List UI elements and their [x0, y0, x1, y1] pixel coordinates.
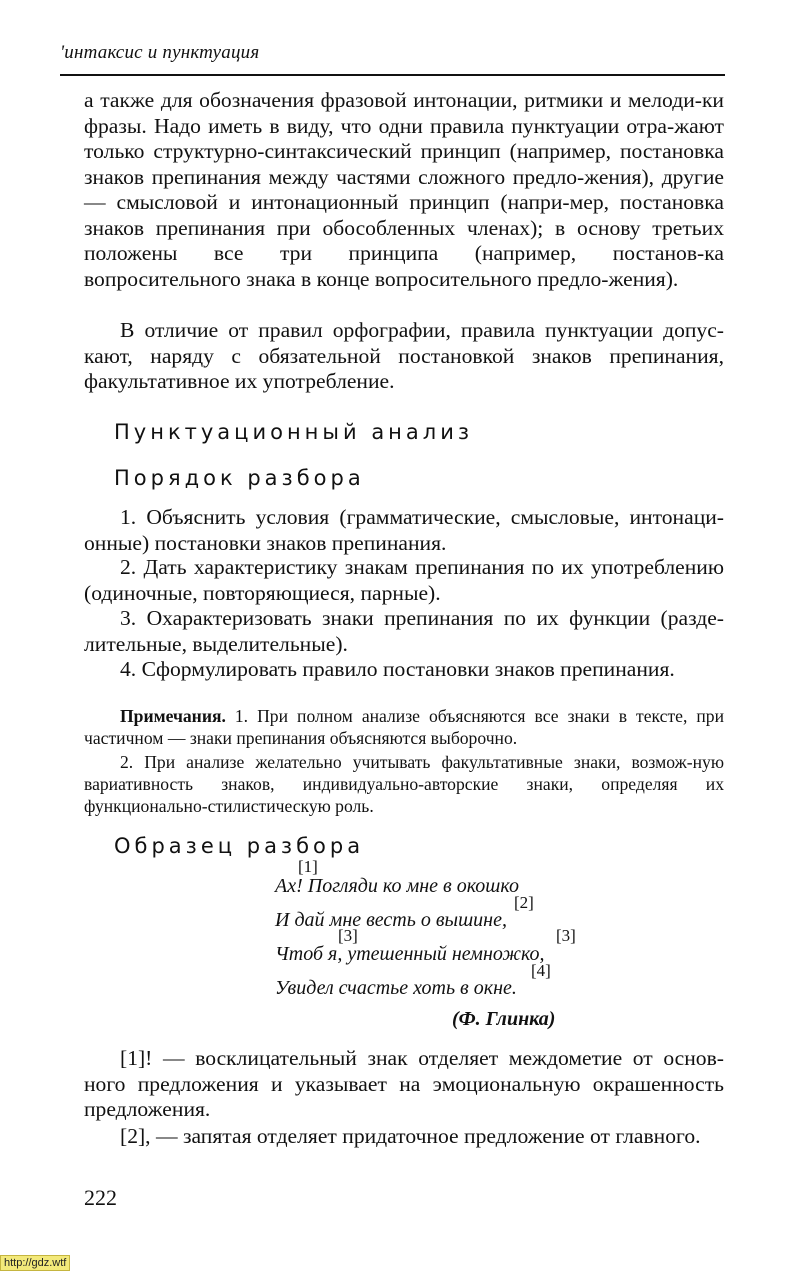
heading-analysis: Пунктуационный анализ	[114, 420, 474, 444]
running-header: 'интаксис и пунктуация	[60, 42, 260, 63]
mark-3a: [3]	[338, 926, 358, 945]
notes-text-1: 1. При полном анализе объясняются все знаки в тексте, при частичном — знаки препинания объясняются выборочно.	[84, 706, 724, 748]
step-1: 1. Объяснить условия (грамматические, смысловые, интонаци-онные) постановки знаков препинания.	[84, 505, 724, 555]
step-3: 3. Охарактеризовать знаки препинания по их функции (разде-лительные, выделительные).	[84, 606, 724, 656]
notes-label: Примечания.	[120, 706, 226, 726]
mark-3b: [3]	[556, 926, 576, 945]
mark-2: [2]	[514, 893, 534, 912]
explanation-2: [2], — запятая отделяет придаточное предложение от главного.	[120, 1124, 701, 1148]
header-rule	[60, 74, 725, 76]
explanation-1: [1]! — восклицательный знак отделяет междометие от основ-ного предложения и указывает на эмоциональную окрашенность предложения.	[84, 1046, 724, 1121]
step-4: 4. Сформулировать правило постановки знаков препинания.	[120, 657, 675, 681]
paragraph-2: В отличие от правил орфографии, правила пунктуации допус-кают, наряду с обязательной постановкой знаков препинания, факультативное их употребление.	[84, 318, 724, 393]
paragraph-1: а также для обозначения фразовой интонации, ритмики и мелоди-ки фразы. Надо иметь в виду, что одни правила пунктуации отра-жают только структурно-синтаксический принцип (например, постановка знаков препинания между частями сложного предло-жения), другие — смысловой и интонационный принцип (напри-мер, постановка знаков препинания при обособленных членах); в основу третьих положены все три принципа (например, постанов-ка вопросительного знака в конце вопросительного предло-жения).	[84, 88, 724, 291]
mark-1: [1]	[298, 857, 318, 876]
poem-line-1: Ах! Погляди ко мне в окошко	[275, 875, 519, 897]
page-number: 222	[84, 1185, 117, 1210]
watermark-link[interactable]: http://gdz.wtf	[0, 1255, 70, 1271]
mark-4: [4]	[531, 961, 551, 980]
heading-order: Порядок разбора	[114, 466, 365, 490]
step-2: 2. Дать характеристику знакам препинания по их употреблению (одиночные, повторяющиеся, парные).	[84, 555, 724, 605]
poem-line-2: И дай мне весть о вышине,	[275, 909, 507, 931]
poem-line-3: Чтоб я, утешенный немножко,	[275, 943, 545, 965]
notes-2: 2. При анализе желательно учитывать факультативные знаки, возмож-ную вариативность знаков, индивидуально-авторские знаки, определяя их функционально-стилистическую роль.	[84, 752, 724, 816]
notes-1	[84, 705, 724, 749]
heading-sample: Образец разбора	[114, 834, 365, 858]
poem-author: (Ф. Глинка)	[452, 1008, 556, 1030]
poem-line-4: Увидел счастье хоть в окне.	[275, 977, 517, 999]
